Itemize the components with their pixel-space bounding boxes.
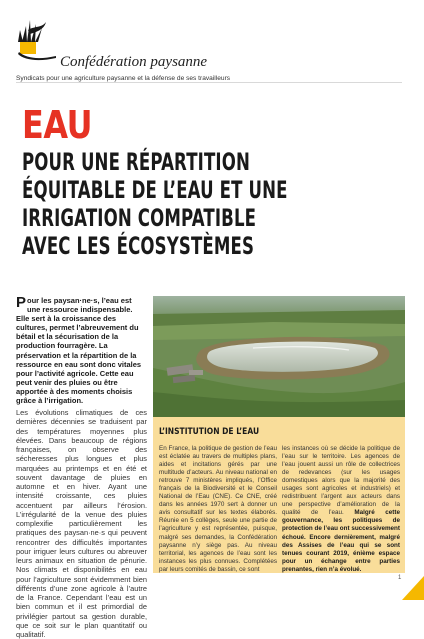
header-divider	[16, 82, 402, 83]
box-heading: L’INSTITUTION DE L’EAU	[159, 427, 260, 437]
subtitle-line: IRRIGATION COMPATIBLE	[22, 203, 257, 232]
corner-accent	[402, 576, 424, 600]
intro-paragraph	[16, 296, 147, 405]
page-number: 1	[398, 575, 402, 581]
body-left-column: Les évolutions climatiques de ces dernières décennies se traduisent par des températures moyennes plus élevées. Dans beaucoup de régions françaises, on observe des sécheresses plus longues et plus marquées au printemps et en été et souvent davantage de pluies en automne et en hiver. Ayant une intensité croissante, ces pluies accentuent par ailleurs l’érosion. L’irrégularité de la venue des pluies complexifie particulièrement les pratiques des paysan·ne·s qui peuvent rencontrer des difficultés importantes pour irriguer leurs cultures ou abreuver leurs animaux en situation de pénurie. Nos climats et disponibilités en eau pour l’agriculture sont évidemment bien différents d’une zone agricole à l’autre de la France. Cependant l’eau est un bien commun et il est primordial de privilégier partout sa gestion durable, que ce soit sur le plan quantitatif ou qualitatif.	[16, 408, 147, 639]
confederation-paysanne-logo	[16, 16, 58, 64]
header	[16, 16, 316, 86]
intro-text: our les paysan·ne·s, l’eau est une ressource indispensable. Elle sert à la croissance des cultures, permet l’abreuvement du bétail et la sécurisation de la production fourragère. La préservation et la répartition de la ressource en eau sont donc vitales pour l’activité agricole. Cette eau peut venir des pluies ou être apportée à des moments choisis grâce à l’irrigation.	[16, 296, 142, 406]
page-subtitle	[22, 148, 403, 260]
box-column-2-emphasis: Malgré cette gouvernance, les politiques de protection de l’eau ont successivement échoué. Encore dernièrement, malgré des Assises de l’eau qui se sont tenues courant 2019, énième espace pour un échange entre parties prenantes, rien n’a évolué.	[282, 509, 400, 573]
tagline: Syndicats pour une agriculture paysanne et la défense de ses travailleurs	[16, 75, 231, 82]
subtitle-line: POUR UNE RÉPARTITION	[22, 147, 250, 176]
brand-name: Confédération paysanne	[60, 54, 208, 70]
box-column-2-text: les instances où se décide la politique de l’eau sur le territoire. Les agences de l’eau jouent aussi un rôle de collectrices de redevances (sur les usages domestiques alors que la majorité des usages sont agricoles et industriels) et redistribuent l’argent aux acteurs dans une perspective d’amélioration de la qualité de l’eau.	[282, 445, 400, 517]
subtitle-line: AVEC LES ÉCOSYSTÈMES	[22, 231, 255, 260]
subtitle-line: ÉQUITABLE DE L’EAU ET UNE	[22, 175, 288, 204]
drop-cap: P	[16, 294, 27, 311]
institution-sidebar-box	[153, 417, 405, 573]
irrigation-pond-photo	[153, 296, 405, 417]
box-column-1: En France, la politique de gestion de l’eau est éclatée au travers de multiples plans, aides et incitations gérés par une multitude d’acteurs. Au niveau national en retrouve 7 ministères impliqués, l’Office français de la Biodiversité et le Conseil National de l’Eau (CNE). Ce CNE, créé dans les années 1970 sert à donner un avis consultatif sur les textes élaborés. Réunie en 5 collèges, seule une partie de l’agriculture y est représentée, puisque, malgré ses demandes, la Confédération paysanne n’y siège pas. Au niveau territorial, les agences de l’eau sont les instances les plus connues. Complétées par leurs comités de bassin, ce sont	[159, 445, 277, 573]
page-title: EAU	[22, 103, 93, 147]
box-column-2	[282, 445, 400, 574]
